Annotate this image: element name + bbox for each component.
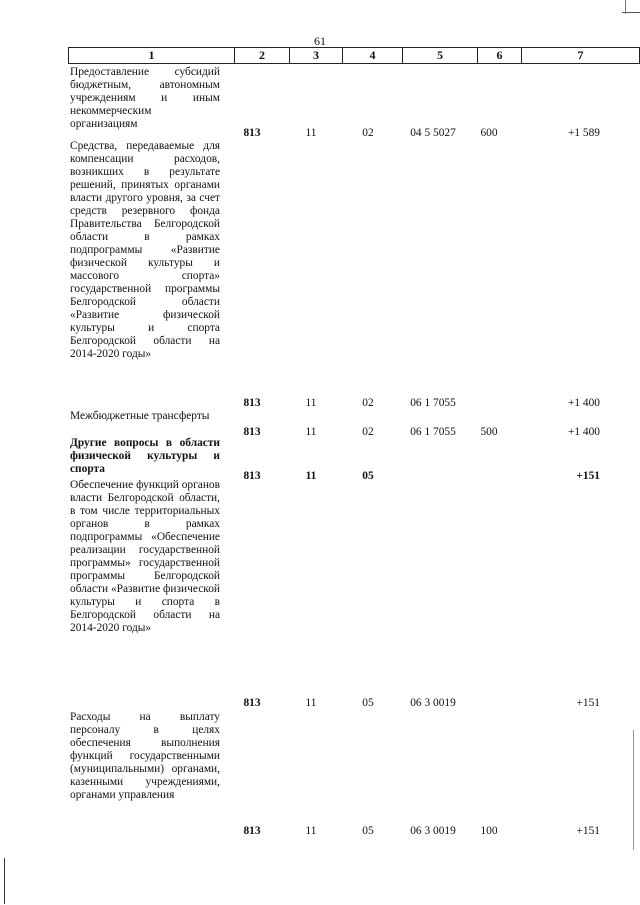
cell-subsection: 02 — [362, 397, 374, 409]
cell-section: 11 — [305, 426, 317, 438]
cell-amount: +1 400 — [567, 397, 600, 409]
cell-target: 06 3 0019 — [410, 825, 456, 837]
cell-section: 11 — [305, 470, 317, 482]
cell-target: 04 5 5027 — [410, 127, 456, 139]
cell-expense-type: 500 — [480, 426, 498, 438]
cell-subsection: 05 — [362, 825, 374, 837]
cell-target: 06 1 7055 — [410, 426, 456, 438]
cell-subsection: 02 — [362, 426, 374, 438]
header-col-1: 1 — [69, 48, 235, 63]
cell-target: 06 3 0019 — [410, 697, 456, 709]
scan-mark-left — [4, 858, 5, 904]
row-description: Предоставление субсидий бюджетным, автономным учреждениям и иным некоммерческим организациям — [70, 66, 220, 130]
cell-gv: 813 — [243, 697, 261, 709]
header-col-6: 6 — [478, 48, 522, 63]
cell-expense-type: 100 — [480, 825, 498, 837]
cell-section: 11 — [305, 397, 317, 409]
cell-expense-type: 600 — [480, 127, 498, 139]
row-description: Межбюджетные трансферты — [70, 410, 210, 422]
table-header — [68, 47, 640, 64]
cell-target: 06 1 7055 — [410, 397, 456, 409]
cell-gv: 813 — [243, 127, 261, 139]
cell-subsection: 05 — [362, 697, 374, 709]
page-number: 61 — [314, 34, 326, 48]
scan-mark-vtop — [625, 0, 626, 14]
cell-subsection: 02 — [362, 127, 374, 139]
header-col-7: 7 — [577, 48, 584, 62]
scan-mark-right — [633, 730, 634, 850]
cell-subsection: 05 — [362, 470, 374, 482]
cell-section: 11 — [305, 127, 317, 139]
cell-section: 11 — [305, 825, 317, 837]
cell-amount: +151 — [576, 470, 600, 482]
cell-gv: 813 — [243, 825, 261, 837]
header-col-5: 5 — [403, 48, 478, 63]
row-description: Расходы на выплату персоналу в целях обеспечения выполнения функций государственными (муниципальными) органами, казенными учреждениями, органами управления — [70, 711, 220, 801]
cell-amount: +151 — [576, 825, 600, 837]
cell-section: 11 — [305, 697, 317, 709]
header-col-3: 3 — [290, 48, 343, 63]
header-col-4: 4 — [343, 48, 403, 63]
cell-amount: +1 589 — [567, 127, 600, 139]
cell-gv: 813 — [243, 470, 261, 482]
row-description: Обеспечение функций органов власти Белгородской области, в том числе территориальных органов в рамках подпрограммы «Обеспечение реализации государственной программы» государственной программы Белгородской области «Развитие физической культуры и спорта в Белгородской области на 2014-2020 годы» — [70, 479, 220, 634]
row-description: Средства, передаваемые для компенсации расходов, возникших в результате решений, принятых органами власти другого уровня, за счет средств резервного фонда Правительства Белгородской области в рамках подпрограммы «Развитие физической культуры и массового спорта» государственной программы Белгородской области «Развитие физической культуры и спорта Белгородской области на 2014-2020 годы» — [70, 140, 220, 360]
row-description: Другие вопросы в области физической культуры и спорта — [70, 437, 220, 475]
cell-amount: +151 — [576, 697, 600, 709]
cell-gv: 813 — [243, 397, 261, 409]
header-col-2: 2 — [235, 48, 290, 63]
cell-amount: +1 400 — [567, 426, 600, 438]
cell-gv: 813 — [243, 426, 261, 438]
